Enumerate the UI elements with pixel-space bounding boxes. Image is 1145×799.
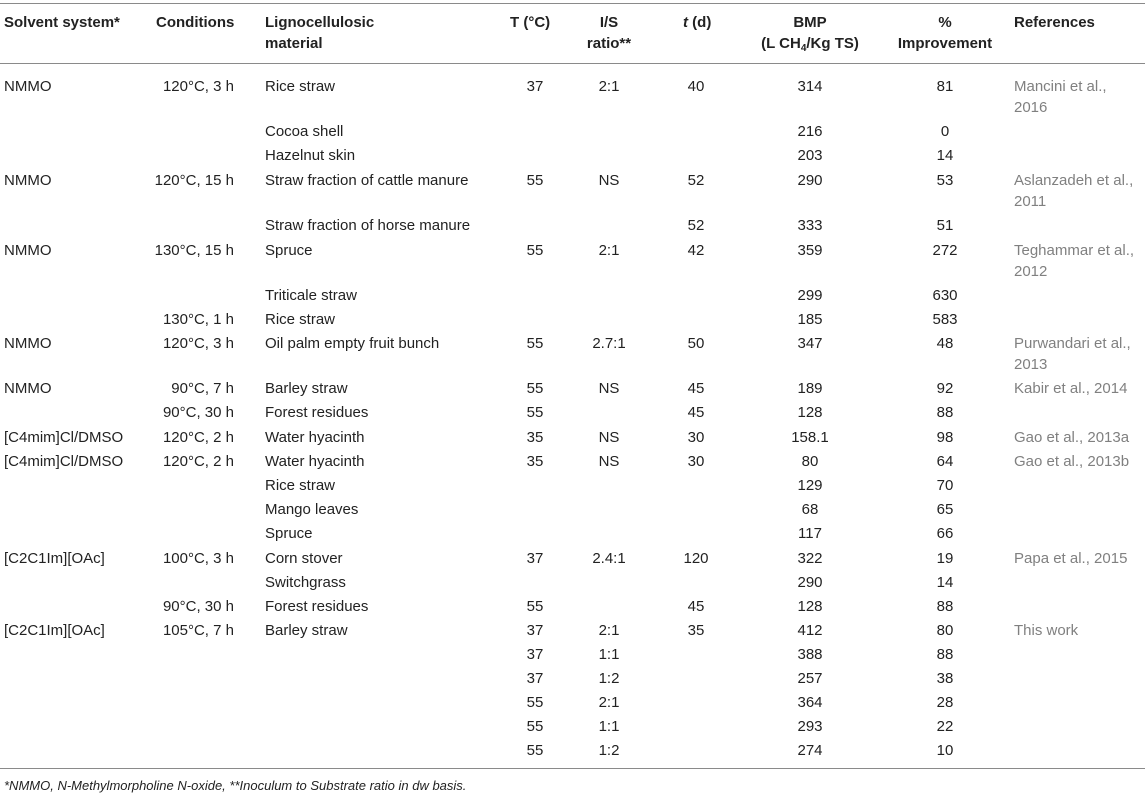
cell-is: NS — [598, 429, 620, 446]
cell-bmp: 216 — [797, 123, 823, 140]
cell-solvent: [C4mim]Cl/DMSO — [4, 453, 124, 470]
cell-conditions: 100°C, 3 h — [162, 550, 234, 567]
cell-solvent: [C2C1Im][OAc] — [4, 622, 105, 639]
cell-bmp: 364 — [797, 694, 823, 711]
header-imp-line1: % — [938, 14, 952, 31]
cell-material: Rice straw — [265, 311, 336, 328]
cell-time: 42 — [687, 242, 705, 259]
cell-solvent: NMMO — [4, 380, 52, 397]
cell-time: 45 — [687, 380, 705, 397]
cell-reference — [1014, 333, 1131, 375]
cell-conditions: 120°C, 2 h — [162, 453, 234, 470]
cell-temp: 35 — [526, 429, 544, 446]
cell-temp: 55 — [526, 694, 544, 711]
cell-temp: 55 — [526, 380, 544, 397]
cell-temp: 37 — [526, 646, 544, 663]
cell-imp: 53 — [936, 172, 954, 189]
cell-time: 35 — [687, 622, 705, 639]
cell-bmp: 388 — [797, 646, 823, 663]
cell-temp: 37 — [526, 670, 544, 687]
cell-imp: 98 — [936, 429, 954, 446]
cell-material: Hazelnut skin — [265, 147, 356, 164]
cell-conditions: 90°C, 30 h — [162, 404, 234, 421]
cell-imp: 88 — [936, 646, 954, 663]
cell-temp: 35 — [526, 453, 544, 470]
header-conditions: Conditions — [156, 14, 235, 31]
header-bmp-line1: BMP — [793, 14, 827, 31]
cell-bmp: 314 — [797, 78, 823, 95]
cell-bmp: 203 — [797, 147, 823, 164]
cell-bmp: 322 — [797, 550, 823, 567]
cell-material: Barley straw — [265, 380, 348, 397]
cell-solvent: [C2C1Im][OAc] — [4, 550, 105, 567]
cell-temp: 37 — [526, 550, 544, 567]
reference-line1: This work — [1014, 622, 1079, 639]
cell-reference — [1014, 427, 1129, 448]
cell-bmp: 299 — [797, 287, 823, 304]
cell-time: 52 — [687, 172, 705, 189]
cell-imp: 22 — [936, 718, 954, 735]
cell-bmp: 189 — [797, 380, 823, 397]
reference-line2: 2016 — [1014, 99, 1048, 116]
reference-line2: 2012 — [1014, 263, 1048, 280]
cell-temp: 55 — [526, 172, 544, 189]
cell-imp: 14 — [936, 574, 954, 591]
header-references: References — [1014, 14, 1095, 31]
cell-material: Rice straw — [265, 78, 336, 95]
reference-line1: Kabir et al., 2014 — [1014, 380, 1128, 397]
cell-conditions: 120°C, 3 h — [162, 335, 234, 352]
cell-imp: 38 — [936, 670, 954, 687]
cell-bmp: 80 — [801, 453, 819, 470]
cell-is: NS — [598, 380, 620, 397]
cell-solvent: NMMO — [4, 335, 52, 352]
cell-is: 2.4:1 — [592, 550, 626, 567]
cell-bmp: 293 — [797, 718, 823, 735]
cell-imp: 80 — [936, 622, 954, 639]
reference-line1: Gao et al., 2013b — [1014, 453, 1130, 470]
cell-bmp: 128 — [797, 404, 823, 421]
cell-solvent: [C4mim]Cl/DMSO — [4, 429, 124, 446]
cell-bmp: 129 — [797, 477, 823, 494]
cell-is: 2:1 — [598, 242, 620, 259]
cell-material: Straw fraction of cattle manure — [265, 172, 469, 189]
cell-material: Water hyacinth — [265, 429, 365, 446]
cell-material: Forest residues — [265, 598, 369, 615]
cell-material: Cocoa shell — [265, 123, 344, 140]
cell-bmp: 117 — [798, 525, 822, 542]
cell-solvent: NMMO — [4, 172, 52, 189]
cell-is: 1:1 — [598, 718, 620, 735]
cell-temp: 55 — [526, 742, 544, 759]
cell-bmp: 290 — [797, 574, 823, 591]
cell-imp: 10 — [936, 742, 954, 759]
header-imp-line2: Improvement — [897, 35, 993, 52]
cell-material: Rice straw — [265, 477, 336, 494]
header-is-ratio — [580, 12, 638, 54]
cell-imp: 65 — [936, 501, 954, 518]
cell-imp: 0 — [940, 123, 950, 140]
header-is-line2: ratio** — [586, 35, 632, 52]
cell-bmp: 257 — [797, 670, 823, 687]
table-top-rule — [0, 3, 1145, 4]
cell-material: Forest residues — [265, 404, 369, 421]
cell-bmp: 158.1 — [791, 429, 829, 446]
cell-material: Water hyacinth — [265, 453, 365, 470]
cell-conditions: 90°C, 30 h — [162, 598, 234, 615]
cell-material: Oil palm empty fruit bunch — [265, 335, 440, 352]
header-improvement — [890, 12, 1000, 54]
cell-material: Switchgrass — [265, 574, 346, 591]
cell-conditions: 120°C, 3 h — [162, 78, 234, 95]
header-material-line1: Lignocellulosic — [265, 14, 375, 31]
cell-temp: 55 — [526, 335, 544, 352]
cell-bmp: 347 — [797, 335, 823, 352]
cell-imp: 630 — [932, 287, 958, 304]
cell-reference — [1014, 378, 1127, 399]
cell-bmp: 128 — [797, 598, 823, 615]
cell-bmp: 68 — [801, 501, 819, 518]
cell-time: 45 — [687, 598, 705, 615]
reference-line2: 2011 — [1014, 193, 1047, 210]
header-solvent: Solvent system* — [4, 14, 120, 31]
footnote: *NMMO, N-Methylmorpholine N-oxide, **Inoculum to Substrate ratio in dw basis. — [4, 778, 467, 793]
cell-is: 2:1 — [598, 78, 620, 95]
cell-material: Spruce — [265, 525, 313, 542]
cell-time: 120 — [683, 550, 709, 567]
cell-time: 50 — [687, 335, 705, 352]
cell-material: Barley straw — [265, 622, 348, 639]
cell-bmp: 412 — [797, 622, 823, 639]
cell-material: Straw fraction of horse manure — [265, 217, 471, 234]
cell-is: NS — [598, 453, 620, 470]
reference-line1: Gao et al., 2013a — [1014, 429, 1130, 446]
header-bmp — [740, 12, 880, 54]
cell-material: Spruce — [265, 242, 313, 259]
header-time: t (d) — [683, 14, 712, 31]
reference-line1: Aslanzadeh et al., — [1014, 172, 1134, 189]
cell-reference — [1014, 240, 1134, 282]
cell-imp: 70 — [936, 477, 954, 494]
cell-reference — [1014, 548, 1127, 569]
cell-imp: 28 — [936, 694, 954, 711]
cell-imp: 583 — [932, 311, 958, 328]
cell-time: 30 — [687, 429, 705, 446]
cell-temp: 55 — [526, 404, 544, 421]
cell-conditions: 130°C, 15 h — [154, 242, 234, 259]
cell-imp: 19 — [936, 550, 954, 567]
cell-material: Triticale straw — [265, 287, 357, 304]
cell-conditions: 120°C, 2 h — [162, 429, 234, 446]
cell-imp: 14 — [936, 147, 954, 164]
cell-imp: 64 — [936, 453, 954, 470]
cell-temp: 37 — [526, 78, 544, 95]
cell-bmp: 359 — [797, 242, 823, 259]
cell-imp: 66 — [936, 525, 954, 542]
cell-imp: 81 — [936, 78, 954, 95]
header-is-line1: I/S — [599, 14, 619, 31]
header-material-line2: material — [265, 35, 323, 52]
cell-imp: 88 — [936, 598, 954, 615]
cell-conditions: 130°C, 1 h — [162, 311, 234, 328]
cell-imp: 48 — [936, 335, 954, 352]
cell-is: 1:1 — [598, 646, 620, 663]
cell-conditions: 105°C, 7 h — [162, 622, 234, 639]
cell-is: 2:1 — [598, 694, 620, 711]
cell-reference — [1014, 620, 1078, 641]
reference-line1: Teghammar et al., — [1014, 242, 1135, 259]
cell-imp: 88 — [936, 404, 954, 421]
cell-is: NS — [598, 172, 620, 189]
cell-is: 2:1 — [598, 622, 620, 639]
cell-conditions: 90°C, 7 h — [171, 380, 234, 397]
table-bottom-rule — [0, 768, 1145, 769]
cell-reference — [1014, 76, 1107, 118]
cell-temp: 55 — [526, 598, 544, 615]
cell-bmp: 333 — [797, 217, 823, 234]
cell-bmp: 274 — [797, 742, 823, 759]
cell-is: 1:2 — [598, 742, 620, 759]
cell-temp: 37 — [526, 622, 544, 639]
cell-time: 40 — [687, 78, 705, 95]
cell-material: Corn stover — [265, 550, 343, 567]
reference-line2: 2013 — [1014, 356, 1048, 373]
reference-line1: Mancini et al., — [1014, 78, 1107, 95]
cell-bmp: 290 — [797, 172, 823, 189]
cell-imp: 51 — [936, 217, 954, 234]
header-rule — [0, 63, 1145, 64]
cell-material: Mango leaves — [265, 501, 359, 518]
reference-line1: Purwandari et al., — [1014, 335, 1131, 352]
cell-reference — [1014, 451, 1129, 472]
header-material — [265, 12, 374, 54]
cell-reference — [1014, 170, 1133, 212]
cell-is: 2.7:1 — [592, 335, 626, 352]
cell-imp: 272 — [932, 242, 958, 259]
cell-solvent: NMMO — [4, 242, 52, 259]
cell-time: 45 — [687, 404, 705, 421]
cell-conditions: 120°C, 15 h — [154, 172, 234, 189]
cell-time: 30 — [687, 453, 705, 470]
reference-line1: Papa et al., 2015 — [1014, 550, 1128, 567]
cell-time: 52 — [687, 217, 705, 234]
cell-is: 1:2 — [598, 670, 620, 687]
cell-imp: 92 — [936, 380, 954, 397]
header-bmp-line2: (L $CH_4/Kg$ TS) — [761, 35, 859, 54]
cell-temp: 55 — [526, 242, 544, 259]
cell-solvent: NMMO — [4, 78, 52, 95]
cell-temp: 55 — [526, 718, 544, 735]
cell-bmp: 185 — [797, 311, 823, 328]
header-temp: T (°C) — [510, 14, 551, 31]
